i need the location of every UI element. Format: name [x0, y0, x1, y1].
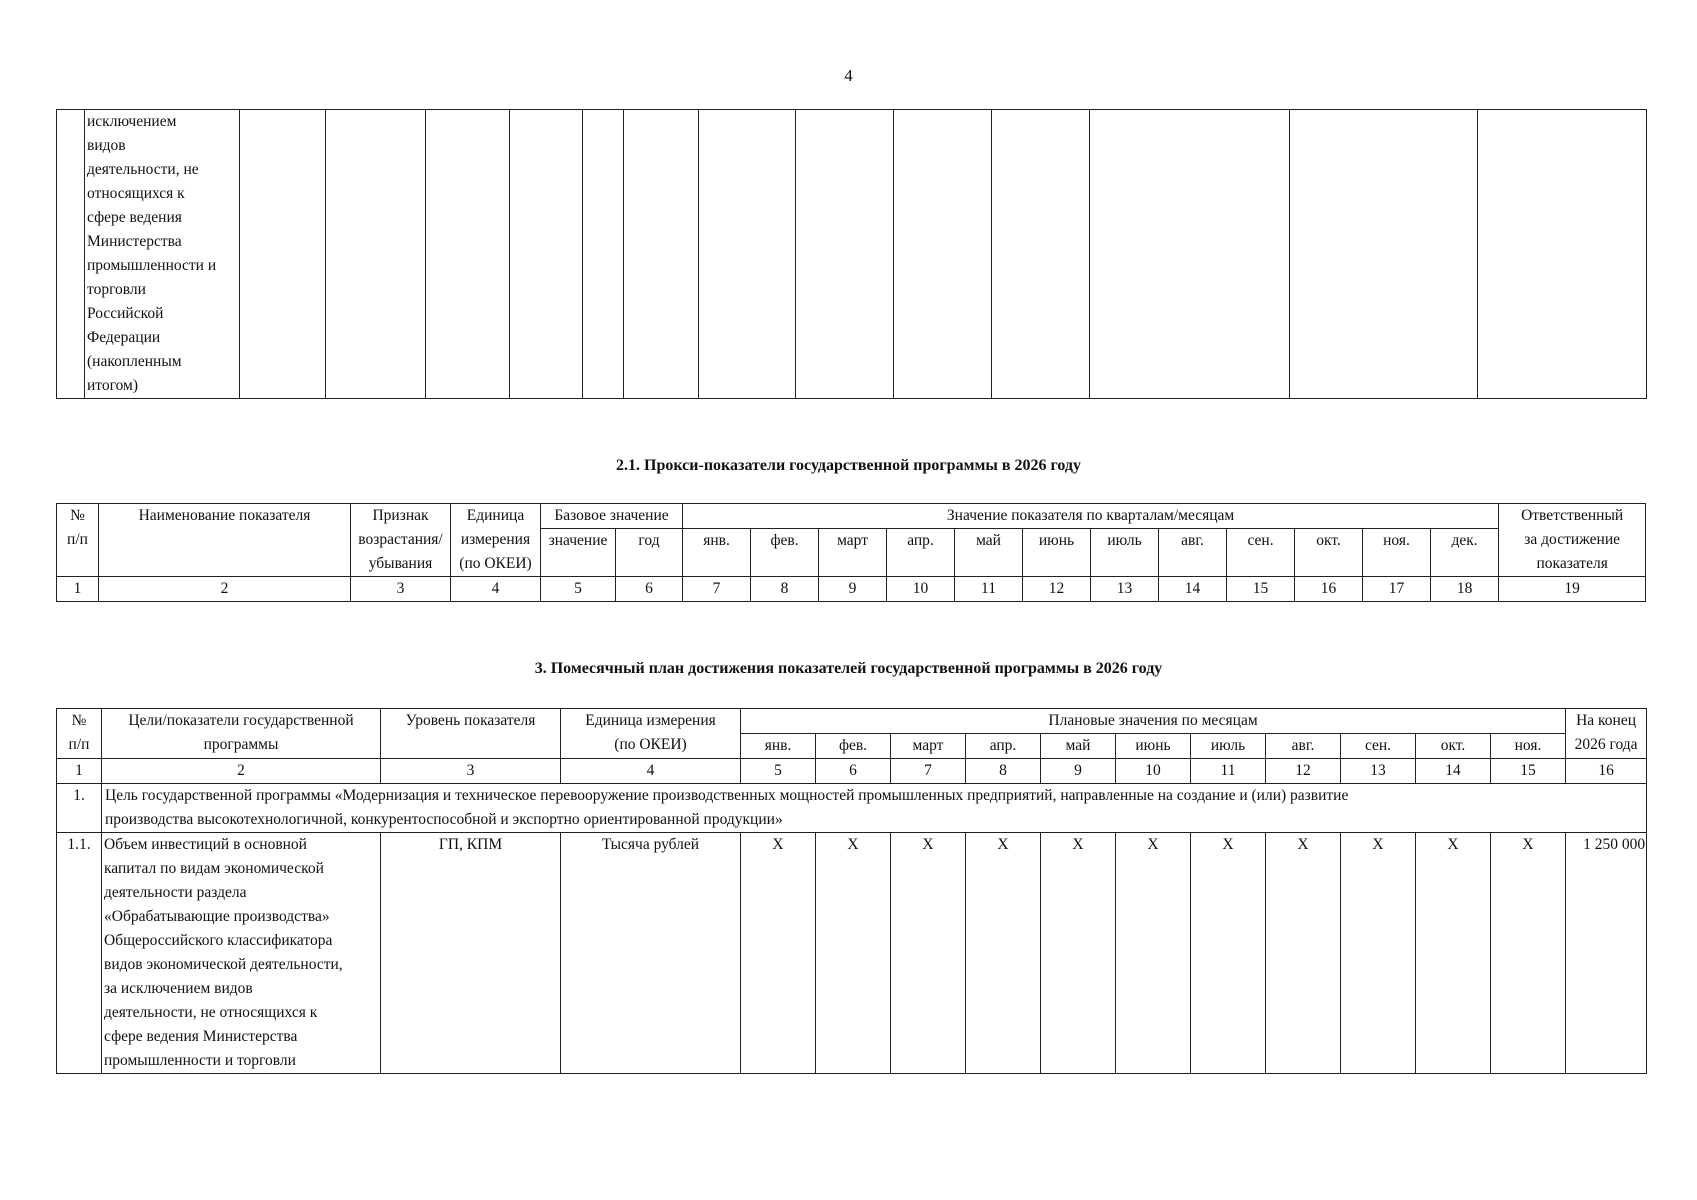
header-month: ноя.: [1363, 529, 1431, 577]
fragment-empty-cell: [992, 110, 1090, 399]
column-number: 13: [1091, 577, 1159, 602]
header-goals: [102, 709, 381, 759]
column-number: 6: [616, 577, 683, 602]
header-month: сен.: [1227, 529, 1295, 577]
column-number: 12: [1266, 759, 1341, 784]
column-number: 13: [1341, 759, 1416, 784]
fragment-line: промышленности и: [87, 257, 217, 274]
column-number: 4: [561, 759, 741, 784]
goal-text-line: Цель государственной программы «Модернизация и техническое перевооружение производственных мощностей промышленных предприятий, направленные на создание и (или) развитие: [105, 787, 1349, 804]
column-number: 19: [1499, 577, 1646, 602]
end-of-year-value: 1 250 000: [1566, 833, 1647, 1074]
fragment-empty-cell: [326, 110, 426, 399]
header-month: авг.: [1159, 529, 1227, 577]
column-number: 17: [1363, 577, 1431, 602]
header-goals-line: программы: [203, 736, 279, 753]
column-number: 7: [683, 577, 751, 602]
fragment-empty-cell: [426, 110, 510, 399]
header-level: Уровень показателя: [381, 709, 561, 759]
monthly-value: X: [1491, 833, 1566, 1074]
header-month: дек.: [1431, 529, 1499, 577]
column-number: 3: [351, 577, 451, 602]
fragment-line: торговли: [87, 281, 146, 298]
column-number: 16: [1295, 577, 1363, 602]
header-trend-sign-line: убывания: [368, 555, 433, 572]
fragment-line: Министерства: [87, 233, 182, 250]
column-number: 8: [966, 759, 1041, 784]
header-number-line: №: [70, 507, 85, 524]
header-responsible: [1499, 504, 1646, 577]
fragment-num-cell: [57, 110, 85, 399]
column-number: 10: [1116, 759, 1191, 784]
header-responsible-line: показателя: [1536, 555, 1608, 572]
monthly-value: X: [1416, 833, 1491, 1074]
monthly-plan-table: [56, 708, 1647, 1074]
fragment-line: видов: [87, 137, 126, 154]
header-indicator-name: Наименование показателя: [99, 504, 351, 577]
header-month: окт.: [1416, 734, 1491, 759]
header-planned-values: Плановые значения по месяцам: [741, 709, 1566, 734]
header-unit-line: Единица измерения: [585, 712, 716, 729]
header-month: апр.: [887, 529, 955, 577]
section-3-title: 3. Помесячный план достижения показателей государственной программы в 2026 году: [534, 660, 1163, 677]
indicator-row-number: 1.1.: [57, 833, 102, 1074]
column-number: 14: [1159, 577, 1227, 602]
header-month: янв.: [741, 734, 816, 759]
header-month: янв.: [683, 529, 751, 577]
header-quarterly-values: Значение показателя по кварталам/месяцам: [683, 504, 1499, 529]
indicator-name-line: деятельности раздела: [104, 884, 247, 901]
header-unit-line: Единица: [466, 507, 525, 524]
column-number: 18: [1431, 577, 1499, 602]
goal-text-line: производства высокотехнологичной, конкурентоспособной и экспортно ориентированной продукции»: [105, 811, 783, 828]
goal-row-text: [102, 784, 1647, 833]
header-trend-sign-line: возрастания/: [358, 531, 443, 548]
fragment-empty-cell: [240, 110, 326, 399]
fragment-empty-cell: [1290, 110, 1478, 399]
header-goals-line: Цели/показатели государственной: [128, 712, 354, 729]
header-month: июль: [1091, 529, 1159, 577]
indicator-name-line: капитал по видам экономической: [104, 860, 324, 877]
fragment-empty-cell: [583, 110, 624, 399]
header-month: март: [819, 529, 887, 577]
header-month: окт.: [1295, 529, 1363, 577]
fragment-line: итогом): [87, 377, 139, 394]
header-responsible-line: Ответственный: [1521, 507, 1624, 524]
header-unit: [451, 504, 541, 577]
indicator-unit: Тысяча рублей: [561, 833, 741, 1074]
monthly-value: X: [966, 833, 1041, 1074]
column-number: 2: [99, 577, 351, 602]
continuation-table: [56, 109, 1647, 399]
goal-row-number: 1.: [57, 784, 102, 833]
header-end-of-year-line: На конец: [1576, 712, 1637, 729]
header-month: авг.: [1266, 734, 1341, 759]
header-unit-line: (по ОКЕИ): [614, 736, 687, 753]
header-unit-line: (по ОКЕИ): [459, 555, 532, 572]
fragment-empty-cell: [894, 110, 992, 399]
column-number: 3: [381, 759, 561, 784]
header-number-line: п/п: [68, 736, 90, 753]
header-base-value-value: значение: [541, 529, 616, 577]
indicator-name-line: деятельности, не относящихся к: [104, 1004, 318, 1021]
monthly-value: X: [1191, 833, 1266, 1074]
header-month: июнь: [1116, 734, 1191, 759]
indicator-name-line: Объем инвестиций в основной: [104, 836, 307, 853]
section-21-title: 2.1. Прокси-показатели государственной программы в 2026 году: [616, 457, 1081, 474]
indicator-name-line: «Обрабатывающие производства»: [104, 908, 330, 925]
fragment-empty-cell: [1478, 110, 1647, 399]
header-month: сен.: [1341, 734, 1416, 759]
fragment-line: Российской: [87, 305, 164, 322]
header-month: июль: [1191, 734, 1266, 759]
header-number: [57, 709, 102, 759]
column-number: 9: [1041, 759, 1116, 784]
monthly-value: X: [816, 833, 891, 1074]
column-number: 8: [751, 577, 819, 602]
fragment-line: исключением: [87, 113, 177, 130]
column-number: 4: [451, 577, 541, 602]
column-number: 7: [891, 759, 966, 784]
fragment-empty-cell: [510, 110, 583, 399]
column-number: 15: [1227, 577, 1295, 602]
header-month: фев.: [751, 529, 819, 577]
fragment-indicator-cell: [85, 110, 240, 399]
header-number-line: №: [71, 712, 87, 729]
monthly-value: X: [1041, 833, 1116, 1074]
header-base-value-year: год: [616, 529, 683, 577]
monthly-value: X: [1341, 833, 1416, 1074]
column-number: 12: [1023, 577, 1091, 602]
header-month: ноя.: [1491, 734, 1566, 759]
header-month: март: [891, 734, 966, 759]
monthly-value: X: [741, 833, 816, 1074]
proxy-indicators-table: [56, 503, 1646, 602]
header-trend-sign-line: Признак: [372, 507, 429, 524]
header-month: май: [1041, 734, 1116, 759]
column-number: 15: [1491, 759, 1566, 784]
header-unit: [561, 709, 741, 759]
indicator-name-line: сфере ведения Министерства: [104, 1028, 298, 1045]
column-number: 1: [57, 759, 102, 784]
fragment-line: сфере ведения: [87, 209, 182, 226]
fragment-empty-cell: [1090, 110, 1290, 399]
header-base-value: Базовое значение: [541, 504, 683, 529]
header-responsible-line: за достижение: [1524, 531, 1620, 548]
fragment-empty-cell: [796, 110, 894, 399]
column-number: 1: [57, 577, 99, 602]
header-month: апр.: [966, 734, 1041, 759]
page-number: 4: [844, 66, 853, 85]
header-unit-line: измерения: [460, 531, 531, 548]
header-month: май: [955, 529, 1023, 577]
column-number: 5: [541, 577, 616, 602]
indicator-name-line: промышленности и торговли: [104, 1052, 296, 1069]
header-end-of-year-line: 2026 года: [1574, 736, 1638, 753]
column-number: 10: [887, 577, 955, 602]
column-number: 2: [102, 759, 381, 784]
column-number: 16: [1566, 759, 1647, 784]
indicator-name: [102, 833, 381, 1074]
column-number: 5: [741, 759, 816, 784]
indicator-name-line: Общероссийского классификатора: [104, 932, 333, 949]
fragment-line: (накопленным: [87, 353, 182, 370]
fragment-empty-cell: [624, 110, 699, 399]
monthly-value: X: [891, 833, 966, 1074]
column-number: 6: [816, 759, 891, 784]
column-number: 9: [819, 577, 887, 602]
header-number-line: п/п: [67, 531, 88, 548]
fragment-line: деятельности, не: [87, 161, 199, 178]
column-number: 11: [1191, 759, 1266, 784]
header-end-of-year: [1566, 709, 1647, 759]
header-trend-sign: [351, 504, 451, 577]
header-number: [57, 504, 99, 577]
column-number: 11: [955, 577, 1023, 602]
monthly-value: X: [1116, 833, 1191, 1074]
indicator-name-line: видов экономической деятельности,: [104, 956, 343, 973]
fragment-empty-cell: [699, 110, 796, 399]
indicator-level: ГП, КПМ: [381, 833, 561, 1074]
header-month: июнь: [1023, 529, 1091, 577]
column-number: 14: [1416, 759, 1491, 784]
fragment-line: Федерации: [87, 329, 161, 346]
monthly-value: X: [1266, 833, 1341, 1074]
fragment-line: относящихся к: [87, 185, 185, 202]
header-month: фев.: [816, 734, 891, 759]
indicator-name-line: за исключением видов: [104, 980, 253, 997]
